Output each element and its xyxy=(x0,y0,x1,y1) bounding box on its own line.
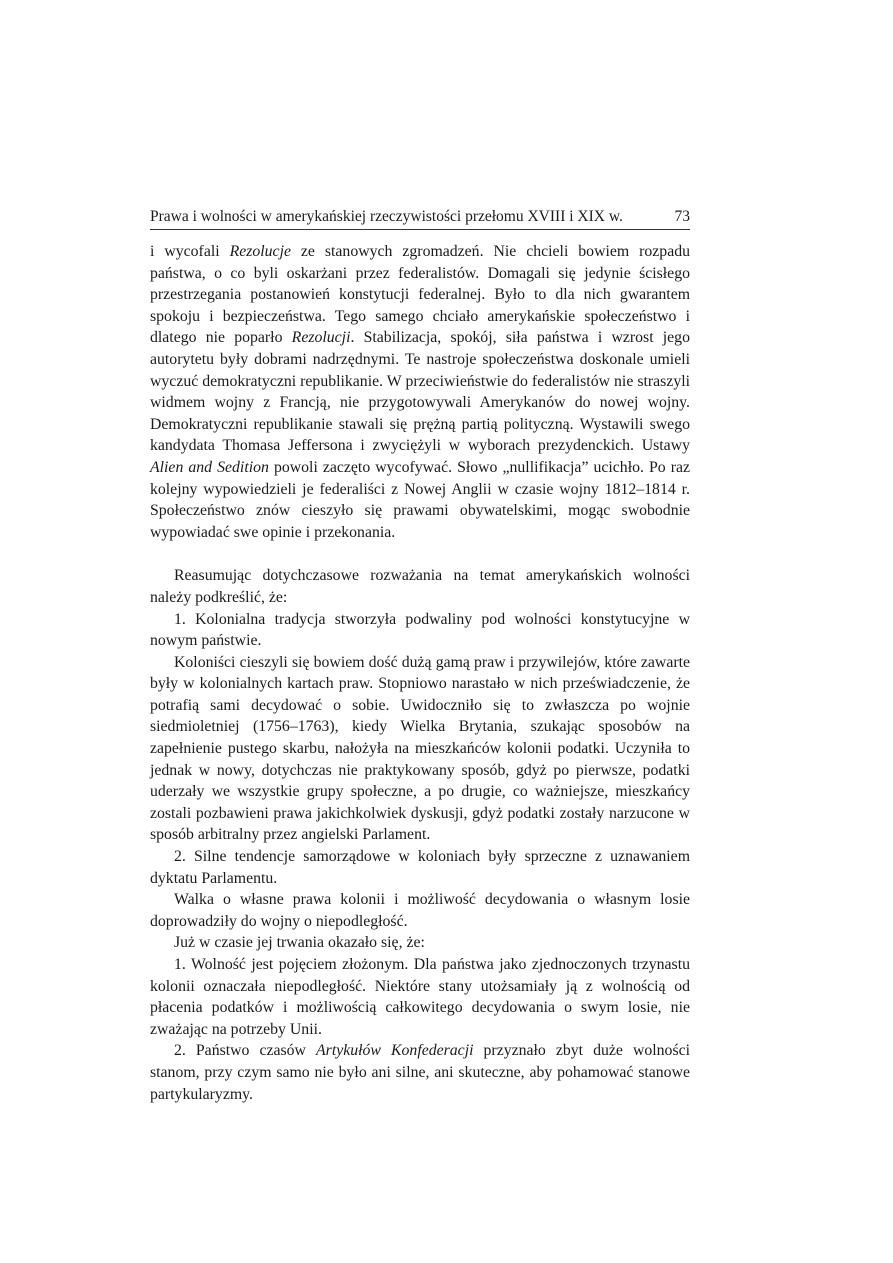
paragraph-point-2: 2. Silne tendencje samorządowe w koloniach były sprzeczne z uznawaniem dyktatu Parlamentu. xyxy=(150,848,690,887)
text-run: powoli zaczęto wycofywać. Słowo „nullifikacja” ucichło. Po raz kolejny wypowiedzieli je federaliści z Nowej Anglii w czasie wojny 1812–1814 r. Społeczeństwo znów cieszyło się prawami obywatelskimi, mogąc swobodnie wypowiadać swe opinie i przekonania. xyxy=(150,458,691,541)
running-title: Prawa i wolności w amerykańskiej rzeczywistości przełomu XVIII i XIX w. xyxy=(150,208,623,225)
body-text xyxy=(150,241,690,1105)
paragraph-continuation xyxy=(150,241,690,543)
italic-title: Rezolucji xyxy=(291,329,351,347)
text-run: ze stanowych zgromadzeń. Nie chcieli bowiem rozpadu państwa, o co byli oskarżani przez federalistów. Domagali się jedynie ścisłego przestrzegania postanowień konstytucji federalnej. Było to dla nich gwarantem spokoju i bezpieczeństwa. Tego samego chciało amerykańskie społeczeństwo i dlatego nie poparło xyxy=(150,243,690,347)
paragraph: Koloniści cieszyli się bowiem dość dużą gamą praw i przywilejów, które zawarte były w kolonialnych kartach praw. Stopniowo narastało w nich przeświadczenie, że potrafią sami decydować o sobie. Uwidoczniło się to zwłaszcza po wojnie siedmioletniej (1756–1763), kiedy Wielka Brytania, szukając sposobów na zapełnienie pustego skarbu, nałożyła na mieszkańców kolonii podatki. Uczyniła to jednak w nowy, dotychczas nie praktykowany sposób, gdyż po pierwsze, podatki uderzały we wszystkie grupy społeczne, a po drugie, co ważniejsze, mieszkańcy zostali pozbawieni prawa jakichkolwiek dyskusji, gdyż podatki zostały narzucone w sposób arbitralny przez angielski Parlament. xyxy=(150,653,690,844)
text-run: . Stabilizacja, spokój, siła państwa i wzrost jego autorytetu były dobrami nadrzędnymi. Te nastroje społeczeństwa doskonale umieli wyczuć demokratyczni republikanie. W przeciwieństwie do federalistów nie straszyli widmem wojny z Francją, nie przygotowywali Amerykanów do nowej wojny. Demokratyczni republikanie stawali się prężną partią polityczną. Wystawili swego kandydata Thomasa Jeffersona i zwyciężyli w wyborach prezydenckich. Ustawy xyxy=(150,329,690,455)
text-run: 2. Państwo czasów xyxy=(174,1042,317,1060)
text-run: i wycofali xyxy=(150,243,230,260)
paragraph-point-2b xyxy=(150,1040,690,1105)
paragraph: Już w czasie jej trwania okazało się, że: xyxy=(174,934,425,952)
italic-title: Alien and Sedition xyxy=(150,458,269,476)
italic-title: Artykułów Konfederacji xyxy=(316,1042,474,1060)
paragraph-point-1b: 1. Wolność jest pojęciem złożonym. Dla państwa jako zjednoczonych trzynastu kolonii oznaczała niepodległość. Niektóre stany utożsamiały ją z wolnością od płacenia podatków i możliwością całkowitego decydowania o swym losie, nie zważając na potrzeby Unii. xyxy=(150,956,690,1038)
page-number: 73 xyxy=(674,208,690,225)
paragraph-point-1: 1. Kolonialna tradycja stworzyła podwaliny pod wolności konstytucyjne w nowym państwie. xyxy=(150,610,690,650)
paragraph: Walka o własne prawa kolonii i możliwość decydowania o własnym losie doprowadziły do wojny o niepodległość. xyxy=(150,891,690,930)
running-header xyxy=(150,207,690,230)
text-run: przyznało zbyt duże wolności stanom, przy czym samo nie było ani silne, ani skuteczne, aby pohamować stanowe partykularyzmy. xyxy=(150,1042,690,1103)
paragraph-summary-intro: Reasumując dotychczasowe rozważania na temat amerykańskich wolności należy podkreślić, że: xyxy=(150,567,690,606)
italic-title: Rezolucje xyxy=(229,243,291,260)
